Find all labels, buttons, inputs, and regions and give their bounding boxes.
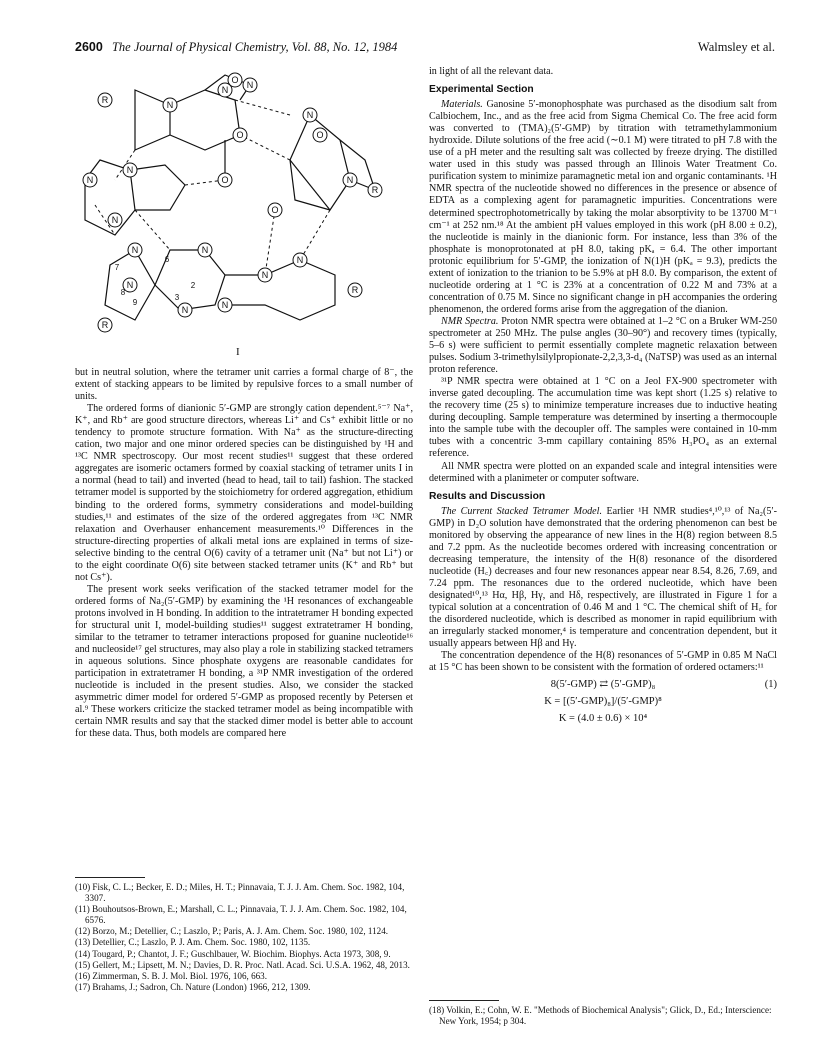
materials-text: Ganosine 5′-monophosphate was purchased as the disodium salt from Calbiochem, Inc., and as the free acid from Sigma Chemical Co. The free acid form was converted to (TMA)₂(5′-GMP) by titration with tetramethylammonium hydroxide. Dilute solutions of the free acid (∼0.1 M) were titrated to pH 7.8 with the use of a pH meter and the resulting salt was collected by freeze drying. The distilled water used in this study was passed through an Illinois Water Treatment Co. purification system to minimize paramagnetic metal ion and organic contaminants. ¹H NMR spectra of the nucleotide showed no differences in the presence or absence of EDTA as a complexing agent for paramagnetic impurities. Concentrations were determined spectrophotometrically by taking the molar absorptivity to be 13700 M⁻¹ cm⁻¹ at 252 nm.¹⁸ At the ambient pH values employed in this work (pH 8.00 ± 0.2), the nucleotide is mainly in the dianionic form. For instance, less than 3% of the phosphate is monoprotonated at pH 8.0, taking pKₐ = 6.4. The other important protonic equilibrium for 5′-GMP, the ionization of N(1)H (pKₐ = 9.3), predicts the extent of ionization to the trianion to be 5.9% at pH 8.0. By comparison, the extent of nucleotide ordering at 1 °C is 23% at a concentration of 0.22 M and 73% at a concentration of 0.75 M. Since no significant change in pH accompanies the ordering phenomenon, the ordered forms arise from the aggregation of the dianion.: [429, 99, 777, 315]
right-references: [429, 1005, 777, 1027]
svg-text:N: N: [261, 270, 269, 280]
svg-text:N: N: [296, 255, 304, 265]
svg-text:R: R: [101, 320, 109, 330]
svg-text:N: N: [306, 110, 314, 120]
current-model-label: The Current Stacked Tetramer Model.: [441, 505, 602, 517]
svg-text:R: R: [101, 95, 109, 105]
right-column: [429, 66, 777, 730]
tetramer-diagram: [75, 60, 413, 360]
svg-text:N: N: [181, 305, 189, 315]
svg-text:7: 7: [114, 263, 120, 272]
svg-text:O: O: [271, 205, 279, 215]
equation-1: [429, 679, 777, 691]
page-header: [75, 40, 775, 58]
svg-text:N: N: [221, 300, 229, 310]
materials-paragraph: [429, 99, 777, 316]
reference: (11) Bouhoutsos-Brown, E.; Marshall, C. L.; Pinnavaia, T. J. J. Am. Chem. Soc. 1982, 104, 6576.: [75, 904, 407, 926]
svg-text:N: N: [166, 100, 174, 110]
svg-text:O: O: [236, 130, 244, 140]
nmr-text: Proton NMR spectra were obtained at 1–2 °C on a Bruker WM-250 spectrometer at 250 MHz. The pulse angles (30–90°) and recovery times (typically, 5–6 s) were sufficient to permit essentially complete magnetic relaxation between pulses. Sodium 3-trimethylsilylpropionate-2,2,3,3-d₄ (NaTSP) was used as an internal proton reference.: [429, 315, 777, 376]
svg-text:2: 2: [190, 281, 196, 290]
left-column: [75, 367, 413, 740]
reference: (15) Gellert, M.; Lipsett, M. N.; Davies, D. R. Proc. Natl. Acad. Sci. U.S.A. 1962, 48, 2013.: [75, 959, 410, 970]
svg-text:R: R: [351, 285, 359, 295]
page-number: 2600: [75, 40, 103, 54]
svg-text:O: O: [231, 75, 239, 85]
reference: (17) Brahams, J.; Sadron, Ch. Nature (London) 1966, 212, 1309.: [75, 981, 311, 992]
svg-text:N: N: [126, 165, 134, 175]
section-heading-results: Results and Discussion: [429, 490, 546, 502]
svg-text:9: 9: [132, 298, 138, 307]
svg-text:N: N: [86, 175, 94, 185]
reference: (18) Volkin, E.; Cohn, W. E. "Methods of Biochemical Analysis"; Glick, D., Ed.; Interscience: New York, 1954; p 304.: [429, 1005, 772, 1027]
tetramer-structure-figure: [75, 60, 413, 360]
svg-text:N: N: [201, 245, 209, 255]
reference: (16) Zimmerman, S. B. J. Mol. Biol. 1976, 106, 663.: [75, 970, 267, 981]
svg-text:8: 8: [120, 288, 126, 297]
concentration-paragraph: The concentration dependence of the H(8) resonances of 5′-GMP in 0.85 M NaCl at 15 °C has been shown to be consistent with the formation of ordered octamers:¹¹: [429, 650, 777, 674]
nmr-label: NMR Spectra.: [441, 315, 499, 327]
svg-text:N: N: [346, 175, 354, 185]
left-paragraph-1: but in neutral solution, where the tetramer unit carries a formal charge of 8⁻, the extent of stacking appears to be limited by repulsive forces to a small number of units.: [75, 367, 413, 403]
equation-3: K = (4.0 ± 0.6) × 10⁴: [558, 713, 648, 725]
current-model-text: Earlier ¹H NMR studies⁴,¹⁰,¹³ of Na₂(5′-GMP) in D₂O solution have demonstrated that the ordering phenomenon can best be monitored by observing the appearance of new lines in the H(8) region between 8.5 and 7.2 ppm. As the nucleotide becomes ordered with increasing concentration or decreasing temperature, the intensity of the H(8) resonance of the disordered nucleotide (H꜀) decreases and four new resonances appear near 8.54, 8.26, 7.69, and 7.24 ppm. The resonances due to the ordered nucleotide, which have been designated¹⁰,¹³ Hα, Hβ, Hγ, and Hδ, respectively, are illustrated in Figure 1 for a typical solution at a concentration of 0.46 M and 1 °C. The chemical shift of H꜀ for the disordered nucleotide, which is described as monomer in rapid equilibrium with an irregularly stacked monomer,⁴ is temperature and concentration dependent, but it usually appears between Hβ and Hγ.: [429, 505, 777, 650]
plot-paragraph: All NMR spectra were plotted on an expanded scale and integral intensities were determined with a planimeter or computer software.: [429, 460, 777, 484]
section-heading-experimental: Experimental Section: [429, 84, 534, 96]
reference: (14) Tougard, P.; Chantot, J. F.; Guschlbauer, W. Biochim. Biophys. Acta 1973, 308, 9.: [75, 948, 391, 959]
svg-text:N: N: [131, 245, 139, 255]
materials-label: Materials.: [441, 99, 483, 111]
svg-text:N: N: [126, 280, 134, 290]
right-intro: in light of all the relevant data.: [429, 66, 554, 77]
journal-title: The Journal of Physical Chemistry, Vol. 88, No. 12, 1984: [111, 40, 398, 54]
equation-1-text: 8(5′-GMP) ⇄ (5′-GMP)₈: [550, 679, 656, 691]
footnote-rule-right: [429, 1000, 499, 1001]
equation-1-number: (1): [764, 679, 777, 691]
equation-2: K = [(5′-GMP)₈]/(5′-GMP)⁸: [544, 696, 662, 708]
reference: (13) Detellier, C.; Laszlo, P. J. Am. Chem. Soc. 1980, 102, 1135.: [75, 937, 311, 948]
p31-paragraph: ³¹P NMR spectra were obtained at 1 °C on a Jeol FX-900 spectrometer with inverse gated decoupling. The accumulation time was kept short (1.25 s) relative to the recovery time (25 s) to minimize temperature increases due to inductive heating during decoupling. Sample temperature was determined by inserting a thermocouple into the sample tube with the decoupler off. The samples were contained in 10-mm tubes with a concentric 3-mm capillary containing 85% H₃PO₄ as an external reference.: [429, 376, 777, 460]
svg-text:3: 3: [174, 293, 180, 302]
nmr-paragraph: [429, 316, 777, 376]
figure-label: I: [236, 346, 240, 358]
left-references: [75, 882, 413, 993]
reference: (10) Fisk, C. L.; Becker, E. D.; Miles, H. T.; Pinnavaia, T. J. J. Am. Chem. Soc. 1982, 104, 3307.: [75, 882, 405, 904]
running-author: Walmsley et al.: [697, 40, 775, 54]
svg-text:R: R: [371, 185, 379, 195]
svg-text:N: N: [111, 215, 119, 225]
svg-text:6: 6: [164, 255, 170, 264]
left-paragraph-2: The ordered forms of dianionic 5′-GMP are strongly cation dependent.⁵⁻⁷ Na⁺, K⁺, and Rb⁺ are good structure directors, whereas Li⁺ and Cs⁺ exhibit little or no tendency to promote structure formation. With Na⁺ as the structure-directing cation, two major and one minor ordered species can be distinguished by ¹H and ¹³C NMR spectroscopy. Our most recent studies¹¹ suggest that these ordered aggregates are isomeric octamers formed by coaxial stacking of tetramer units I in a normal (head to tail) and inverted (head to head, tail to tail) fashion. The stacked tetramer model is supported by the stoichiometry for ordered aggregation, ethidium binding to the ordered forms, symmetry considerations and model-building studies,¹¹ and estimates of the size of the ordered aggregates from ¹³C NMR relaxation and Overhauser enhancement measurements.¹⁰ Differences in the structure-directing properties of alkali metal ions are explained in terms of size-selective binding to the central O(6) cavity of a tetramer unit (Na⁺ but not Li⁺) or to the eight coordinate O(6) site between stacked tetramer units (K⁺ and Rb⁺ but not Cs⁺).: [75, 403, 413, 583]
svg-text:N: N: [221, 85, 229, 95]
footnote-rule-left: [75, 877, 145, 878]
svg-text:O: O: [316, 130, 324, 140]
current-model-paragraph: [429, 506, 777, 651]
reference: (12) Borzo, M.; Detellier, C.; Laszlo, P.; Paris, A. J. Am. Chem. Soc. 1980, 102, 1124.: [75, 926, 389, 937]
left-paragraph-3: The present work seeks verification of the stacked tetramer model for the ordered forms of Na₂(5′-GMP) by examining the ¹H resonances of exchangeable protons involved in H bonding. In addition to the intratetramer H bonding expected for structural unit I, model-building studies¹¹ suggest extratetramer H bonding, similar to the tetramer to tetramer interactions proposed for guanine nucleotide¹⁶ and nucleoside¹⁷ gel structures, may also play a role in stabilizing stacked tetramers in aqueous solutions. Since phosphate oxygens are reasonable candidates for participation in extratetramer H bonding, a ³¹P NMR investigation of the ordered nucleotide is included in the present studies. Also, we consider the stacked asymmetric dimer model for ordered 5′-GMP as proposed recently by Petersen et al.⁹ These workers criticize the stacked tetramer model as being incompatible with certain NMR results and say that the stacked dimer model is better able to account for these data. Thus, both models are compared here: [75, 583, 413, 740]
svg-text:O: O: [221, 175, 229, 185]
svg-text:N: N: [246, 80, 254, 90]
